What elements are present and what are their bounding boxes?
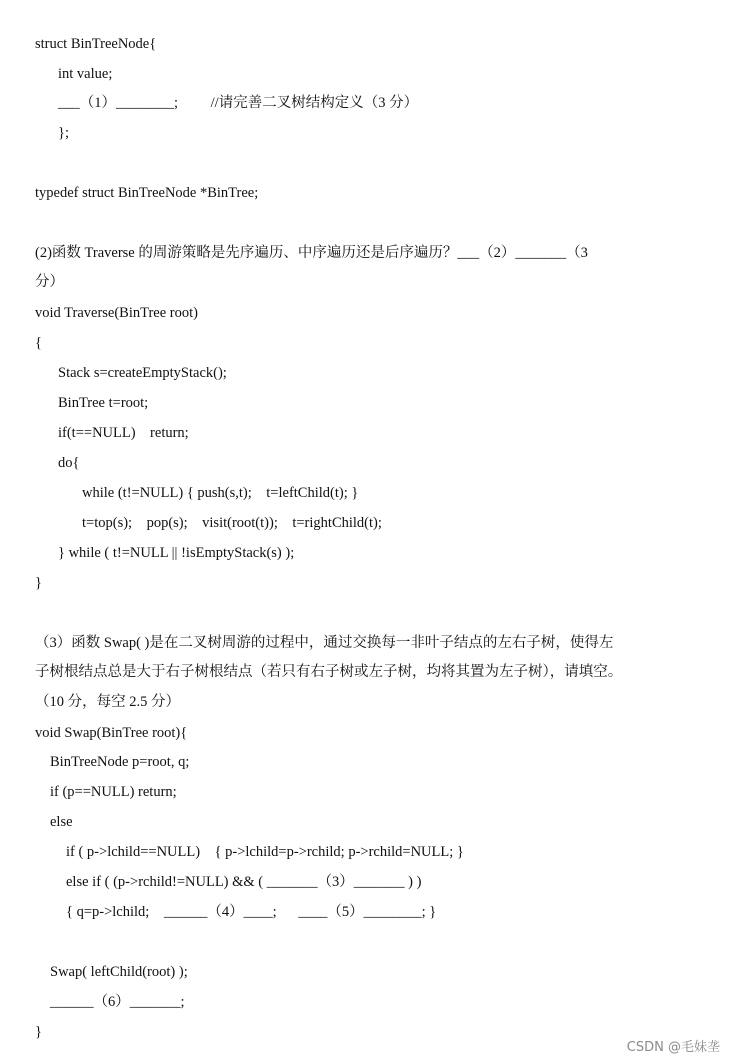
code-line: do{ bbox=[58, 455, 80, 471]
code-line: } while ( t!=NULL || !isEmptyStack(s) ); bbox=[58, 545, 295, 561]
code-line: struct BinTreeNode{ bbox=[35, 36, 157, 52]
code-line: if ( p->lchild==NULL) { p->lchild=p->rchild; p->rchild=NULL; } bbox=[66, 844, 464, 860]
question-text: （10 分，每空 2.5 分） bbox=[35, 694, 180, 710]
code-line: typedef struct BinTreeNode *BinTree; bbox=[35, 185, 259, 201]
question-text: 分） bbox=[35, 274, 64, 290]
code-line: }; bbox=[58, 125, 69, 141]
code-line: { q=p->lchild; ______（4）____; ____（5）________; } bbox=[66, 904, 437, 920]
code-line: if (p==NULL) return; bbox=[50, 784, 177, 800]
code-line: else bbox=[50, 814, 73, 830]
watermark: CSDN @毛妹垄 bbox=[626, 1040, 720, 1055]
code-line: void Swap(BinTree root){ bbox=[35, 725, 188, 741]
code-line: else if ( (p->rchild!=NULL) && ( _______（3）_______ ) ) bbox=[66, 874, 422, 890]
code-line: t=top(s); pop(s); visit(root(t)); t=rightChild(t); bbox=[82, 515, 382, 531]
code-line: void Traverse(BinTree root) bbox=[35, 305, 198, 321]
code-line: ___（1）________; //请完善二叉树结构定义（3 分） bbox=[58, 95, 419, 111]
code-line: if(t==NULL) return; bbox=[58, 425, 189, 441]
code-line: ______（6）_______; bbox=[50, 994, 185, 1010]
question-text: 子树根结点总是大于右子树根结点（若只有右子树或左子树，均将其置为左子树），请填空。 bbox=[35, 664, 623, 680]
code-line: while (t!=NULL) { push(s,t); t=leftChild(t); } bbox=[82, 485, 359, 501]
code-line: Swap( leftChild(root) ); bbox=[50, 964, 188, 980]
code-line: } bbox=[35, 575, 42, 591]
code-line: BinTreeNode p=root, q; bbox=[50, 754, 190, 770]
question-text: （3）函数 Swap( )是在二叉树周游的过程中，通过交换每一非叶子结点的左右子树，使得左 bbox=[35, 635, 614, 651]
code-line: Stack s=createEmptyStack(); bbox=[58, 365, 227, 381]
question-text: (2)函数 Traverse 的周游策略是先序遍历、中序遍历还是后序遍历？___（2）_______（3 bbox=[35, 245, 588, 261]
code-line: int value; bbox=[58, 66, 113, 82]
code-line: { bbox=[35, 335, 42, 351]
code-line: BinTree t=root; bbox=[58, 395, 149, 411]
code-line: } bbox=[35, 1024, 42, 1040]
